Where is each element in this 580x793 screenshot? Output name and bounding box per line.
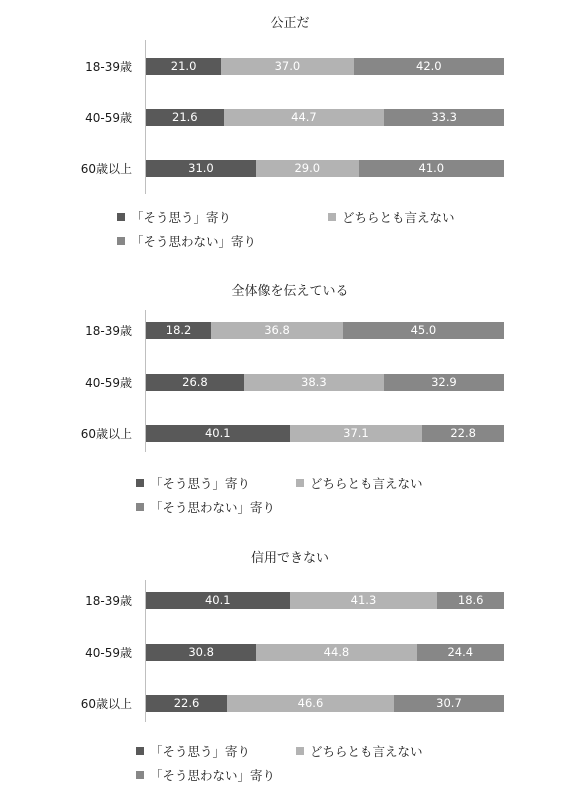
stacked-bar — [146, 425, 504, 442]
stacked-bar-chart — [0, 0, 580, 258]
stacked-bar — [146, 374, 504, 391]
legend-swatch — [117, 237, 125, 245]
legend-swatch — [296, 479, 304, 487]
chart-title: 全体像を伝えている — [231, 284, 349, 299]
legend-item — [136, 498, 275, 516]
legend-label: どちらとも言えない — [310, 744, 423, 759]
stacked-bar-chart — [0, 535, 580, 793]
bar-segment-neutral: 37.1 — [290, 425, 423, 442]
legend-label: どちらとも言えない — [342, 210, 455, 225]
stacked-bar — [146, 644, 504, 661]
bar-segment-agree: 31.0 — [146, 160, 256, 177]
bar-segment-agree: 40.1 — [146, 592, 290, 609]
category-label: 18-39歳 — [85, 60, 132, 74]
legend-swatch — [328, 213, 336, 221]
stacked-bar — [146, 109, 504, 126]
bar-segment-disagree: 18.6 — [437, 592, 504, 609]
stacked-bar — [146, 592, 504, 609]
chart-title: 公正だ — [270, 16, 310, 31]
legend-swatch — [136, 479, 144, 487]
category-label: 60歳以上 — [80, 162, 132, 176]
legend-label: 「そう思う」寄り — [150, 744, 251, 759]
bar-segment-disagree: 42.0 — [354, 58, 504, 75]
legend-label: 「そう思う」寄り — [131, 210, 232, 225]
bar-segment-agree: 26.8 — [146, 374, 244, 391]
bar-segment-agree: 22.6 — [146, 695, 227, 712]
legend-label: 「そう思わない」寄り — [150, 500, 276, 515]
category-label: 18-39歳 — [85, 594, 132, 608]
bar-segment-disagree: 45.0 — [343, 322, 504, 339]
stacked-bar — [146, 160, 504, 177]
legend-swatch — [117, 213, 125, 221]
bar-segment-agree: 21.0 — [146, 58, 221, 75]
category-label: 60歳以上 — [80, 697, 132, 711]
bar-segment-neutral: 44.8 — [256, 644, 416, 661]
legend-item — [296, 474, 423, 492]
bar-segment-neutral: 37.0 — [221, 58, 353, 75]
legend-swatch — [136, 503, 144, 511]
category-label: 40-59歳 — [85, 111, 132, 125]
legend-item — [136, 742, 250, 760]
stacked-bar-chart — [0, 268, 580, 526]
legend-item — [117, 208, 231, 226]
legend-item — [328, 208, 455, 226]
legend-item — [117, 232, 256, 250]
bar-segment-agree: 21.6 — [146, 109, 224, 126]
bar-segment-disagree: 41.0 — [359, 160, 504, 177]
legend-item — [136, 766, 275, 784]
bar-segment-disagree: 22.8 — [422, 425, 504, 442]
legend-item — [296, 742, 423, 760]
bar-segment-neutral: 44.7 — [224, 109, 385, 126]
bar-segment-neutral: 36.8 — [211, 322, 343, 339]
bar-segment-agree: 30.8 — [146, 644, 256, 661]
bar-segment-disagree: 24.4 — [417, 644, 504, 661]
legend-swatch — [136, 747, 144, 755]
stacked-bar — [146, 58, 504, 75]
legend-swatch — [296, 747, 304, 755]
bar-segment-disagree: 32.9 — [384, 374, 504, 391]
bar-segment-disagree: 33.3 — [384, 109, 504, 126]
legend-label: 「そう思わない」寄り — [150, 768, 276, 783]
bar-segment-neutral: 38.3 — [244, 374, 384, 391]
legend-label: どちらとも言えない — [310, 476, 423, 491]
bar-segment-neutral: 29.0 — [256, 160, 359, 177]
legend-label: 「そう思う」寄り — [150, 476, 251, 491]
category-label: 60歳以上 — [80, 427, 132, 441]
bar-segment-agree: 40.1 — [146, 425, 290, 442]
bar-segment-disagree: 30.7 — [394, 695, 504, 712]
stacked-bar — [146, 322, 504, 339]
legend-item — [136, 474, 250, 492]
bar-segment-neutral: 41.3 — [290, 592, 438, 609]
bar-segment-neutral: 46.6 — [227, 695, 394, 712]
chart-title: 信用できない — [250, 551, 329, 566]
legend-label: 「そう思わない」寄り — [131, 234, 257, 249]
category-label: 40-59歳 — [85, 376, 132, 390]
legend-swatch — [136, 771, 144, 779]
bar-segment-agree: 18.2 — [146, 322, 211, 339]
category-label: 40-59歳 — [85, 646, 132, 660]
stacked-bar — [146, 695, 504, 712]
category-label: 18-39歳 — [85, 324, 132, 338]
